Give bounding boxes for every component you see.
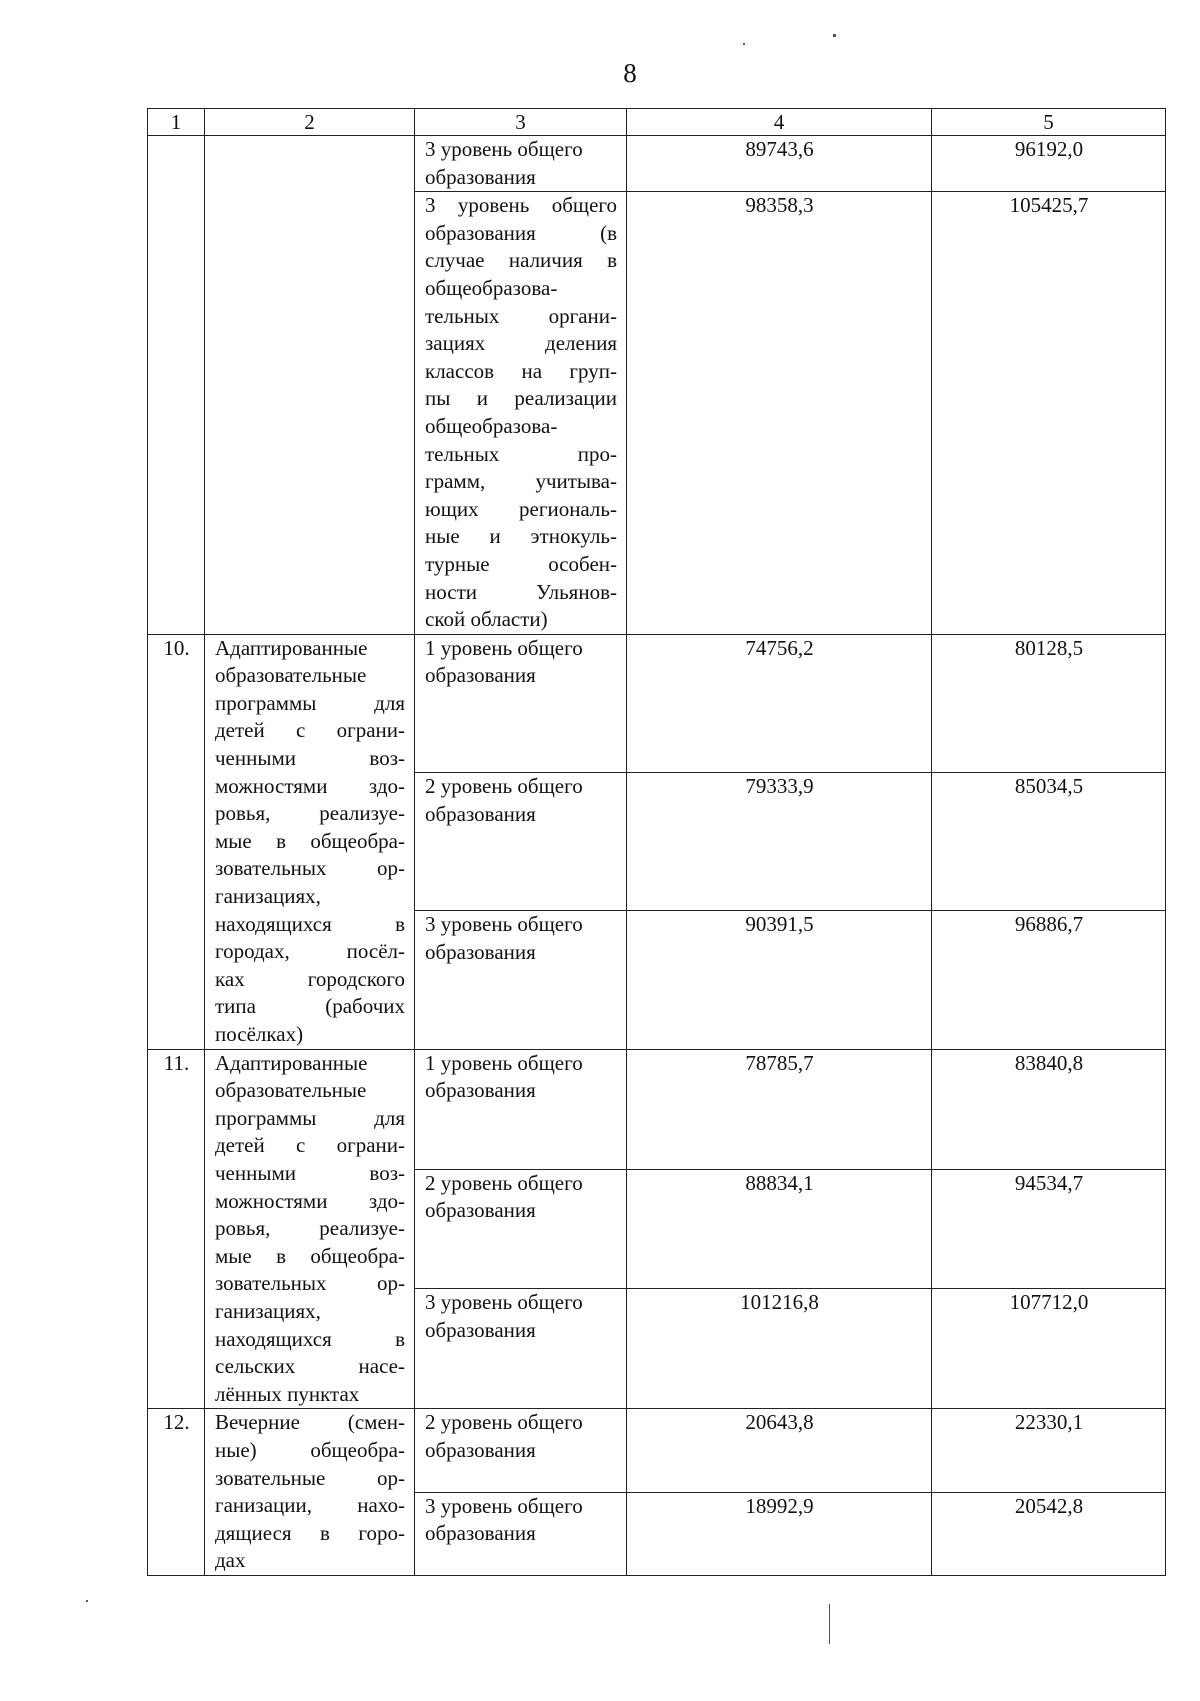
value-column-5: 96192,0 bbox=[932, 136, 1166, 192]
level-line: образования bbox=[425, 1521, 536, 1546]
program-line: дящиеся в горо- bbox=[215, 1520, 405, 1545]
education-level bbox=[415, 1409, 627, 1492]
program-line: Вечерние (смен- bbox=[215, 1410, 405, 1435]
value-column-5: 80128,5 bbox=[932, 634, 1166, 772]
level-line: тельных органи- bbox=[425, 303, 617, 328]
program-line: Адаптированные bbox=[215, 1050, 368, 1075]
scan-speck bbox=[829, 1604, 830, 1644]
education-level bbox=[415, 1049, 627, 1169]
education-level bbox=[415, 772, 627, 910]
level-line: образования bbox=[425, 1198, 536, 1223]
level-line: общеобразова- bbox=[425, 413, 558, 438]
value-column-4: 18992,9 bbox=[627, 1492, 932, 1575]
value-column-5: 83840,8 bbox=[932, 1049, 1166, 1169]
program-line: ганизации, нахо- bbox=[215, 1493, 405, 1518]
level-line: тельных про- bbox=[425, 441, 617, 466]
program-line: ганизациях, bbox=[215, 1298, 321, 1323]
level-line: 2 уровень общего bbox=[425, 1410, 583, 1435]
program-line: посёлках) bbox=[215, 1022, 304, 1046]
level-line: образования bbox=[425, 1078, 536, 1103]
row-number bbox=[148, 136, 205, 635]
level-line: ской области) bbox=[425, 607, 548, 632]
level-line: ные и этнокуль- bbox=[425, 524, 617, 549]
level-line: пы и реализации bbox=[425, 386, 617, 411]
program-line: сельских насе- bbox=[215, 1354, 405, 1379]
program-line: дах bbox=[215, 1548, 246, 1573]
table-body bbox=[148, 136, 1166, 1576]
scan-speck bbox=[86, 1600, 88, 1602]
value-column-4: 89743,6 bbox=[627, 136, 932, 192]
program-line: ровья, реализуе- bbox=[215, 801, 405, 826]
program-description bbox=[205, 1409, 415, 1576]
level-line: образования (в bbox=[425, 220, 617, 245]
level-line: ющих региональ- bbox=[425, 496, 617, 521]
program-line: детей с ограни- bbox=[215, 1133, 405, 1158]
education-level bbox=[415, 634, 627, 772]
level-line: 1 уровень общего bbox=[425, 635, 583, 660]
table-row bbox=[148, 1409, 1166, 1492]
tariff-table bbox=[147, 108, 1166, 1576]
level-line: зациях деления bbox=[425, 331, 617, 356]
level-line: классов на груп- bbox=[425, 358, 617, 383]
level-line: турные особен- bbox=[425, 551, 617, 576]
level-line: 2 уровень общего bbox=[425, 1170, 583, 1195]
header-row bbox=[148, 109, 1166, 136]
program-line: зовательных ор- bbox=[215, 1271, 405, 1296]
program-line: образовательные bbox=[215, 1078, 367, 1103]
page-number: 8 bbox=[623, 58, 637, 88]
column-header-3: 3 bbox=[415, 109, 627, 136]
program-description bbox=[205, 1049, 415, 1409]
value-column-4: 20643,8 bbox=[627, 1409, 932, 1492]
level-line: 3 уровень общего bbox=[425, 912, 583, 937]
value-column-5: 107712,0 bbox=[932, 1289, 1166, 1409]
program-line: находящихся в bbox=[215, 1326, 405, 1351]
program-line: образовательные bbox=[215, 663, 367, 688]
level-line: случае наличия в bbox=[425, 248, 617, 273]
value-column-5: 96886,7 bbox=[932, 911, 1166, 1049]
level-line: 3 уровень общего bbox=[425, 137, 583, 161]
value-column-4: 90391,5 bbox=[627, 911, 932, 1049]
program-line: можностями здо- bbox=[215, 773, 405, 798]
level-line: грамм, учитыва- bbox=[425, 469, 617, 494]
education-level bbox=[415, 911, 627, 1049]
level-line: образования bbox=[425, 939, 536, 964]
program-line: мые в общеобра- bbox=[215, 1243, 405, 1268]
level-line: общеобразова- bbox=[425, 275, 558, 300]
value-column-4: 101216,8 bbox=[627, 1289, 932, 1409]
value-column-5: 20542,8 bbox=[932, 1492, 1166, 1575]
level-line: образования bbox=[425, 1318, 536, 1342]
education-level bbox=[415, 1492, 627, 1575]
value-column-4: 74756,2 bbox=[627, 634, 932, 772]
value-column-4: 78785,7 bbox=[627, 1049, 932, 1169]
row-number: 12. bbox=[148, 1409, 205, 1576]
row-number: 11. bbox=[148, 1049, 205, 1409]
program-line: лённых пунктах bbox=[215, 1381, 360, 1406]
program-line: зовательных ор- bbox=[215, 856, 405, 881]
value-column-5: 105425,7 bbox=[932, 192, 1166, 635]
level-line: 1 уровень общего bbox=[425, 1050, 583, 1075]
program-line: ченными воз- bbox=[215, 746, 405, 771]
education-level bbox=[415, 1289, 627, 1409]
table-row bbox=[148, 1049, 1166, 1169]
program-line: городах, посёл- bbox=[215, 939, 405, 964]
value-column-4: 79333,9 bbox=[627, 772, 932, 910]
program-line: ках городского bbox=[215, 966, 405, 991]
level-line: 2 уровень общего bbox=[425, 773, 583, 798]
education-level bbox=[415, 1169, 627, 1289]
level-line: 3 уровень общего bbox=[425, 1290, 583, 1315]
column-header-1: 1 bbox=[148, 109, 205, 136]
table-row bbox=[148, 136, 1166, 192]
education-level bbox=[415, 192, 627, 635]
program-line: можностями здо- bbox=[215, 1188, 405, 1213]
level-line: образования bbox=[425, 1437, 536, 1462]
row-number: 10. bbox=[148, 634, 205, 1049]
scan-speck bbox=[743, 43, 745, 45]
program-line: детей с ограни- bbox=[215, 718, 405, 743]
level-line: 3 уровень общего bbox=[425, 1493, 583, 1518]
program-line: ганизациях, bbox=[215, 884, 321, 909]
program-line: мые в общеобра- bbox=[215, 828, 405, 853]
column-header-4: 4 bbox=[627, 109, 932, 136]
value-column-5: 85034,5 bbox=[932, 772, 1166, 910]
program-line: программы для bbox=[215, 690, 405, 715]
column-header-2: 2 bbox=[205, 109, 415, 136]
program-line: ровья, реализуе- bbox=[215, 1216, 405, 1241]
value-column-4: 88834,1 bbox=[627, 1169, 932, 1289]
level-line: образования bbox=[425, 164, 536, 189]
level-line: ности Ульянов- bbox=[425, 579, 617, 604]
program-line: типа (рабочих bbox=[215, 994, 405, 1019]
table-row bbox=[148, 634, 1166, 772]
program-description bbox=[205, 136, 415, 635]
program-line: находящихся в bbox=[215, 911, 405, 936]
education-level bbox=[415, 136, 627, 192]
level-line: образования bbox=[425, 801, 536, 826]
value-column-5: 22330,1 bbox=[932, 1409, 1166, 1492]
column-header-5: 5 bbox=[932, 109, 1166, 136]
level-line: 3 уровень общего bbox=[425, 193, 617, 218]
program-description bbox=[205, 634, 415, 1049]
level-line: образования bbox=[425, 663, 536, 688]
program-line: Адаптированные bbox=[215, 635, 368, 660]
program-line: ченными воз- bbox=[215, 1160, 405, 1185]
value-column-4: 98358,3 bbox=[627, 192, 932, 635]
program-line: программы для bbox=[215, 1105, 405, 1130]
scan-speck bbox=[833, 34, 836, 37]
value-column-5: 94534,7 bbox=[932, 1169, 1166, 1289]
program-line: зовательные ор- bbox=[215, 1465, 405, 1490]
program-line: ные) общеобра- bbox=[215, 1437, 405, 1462]
